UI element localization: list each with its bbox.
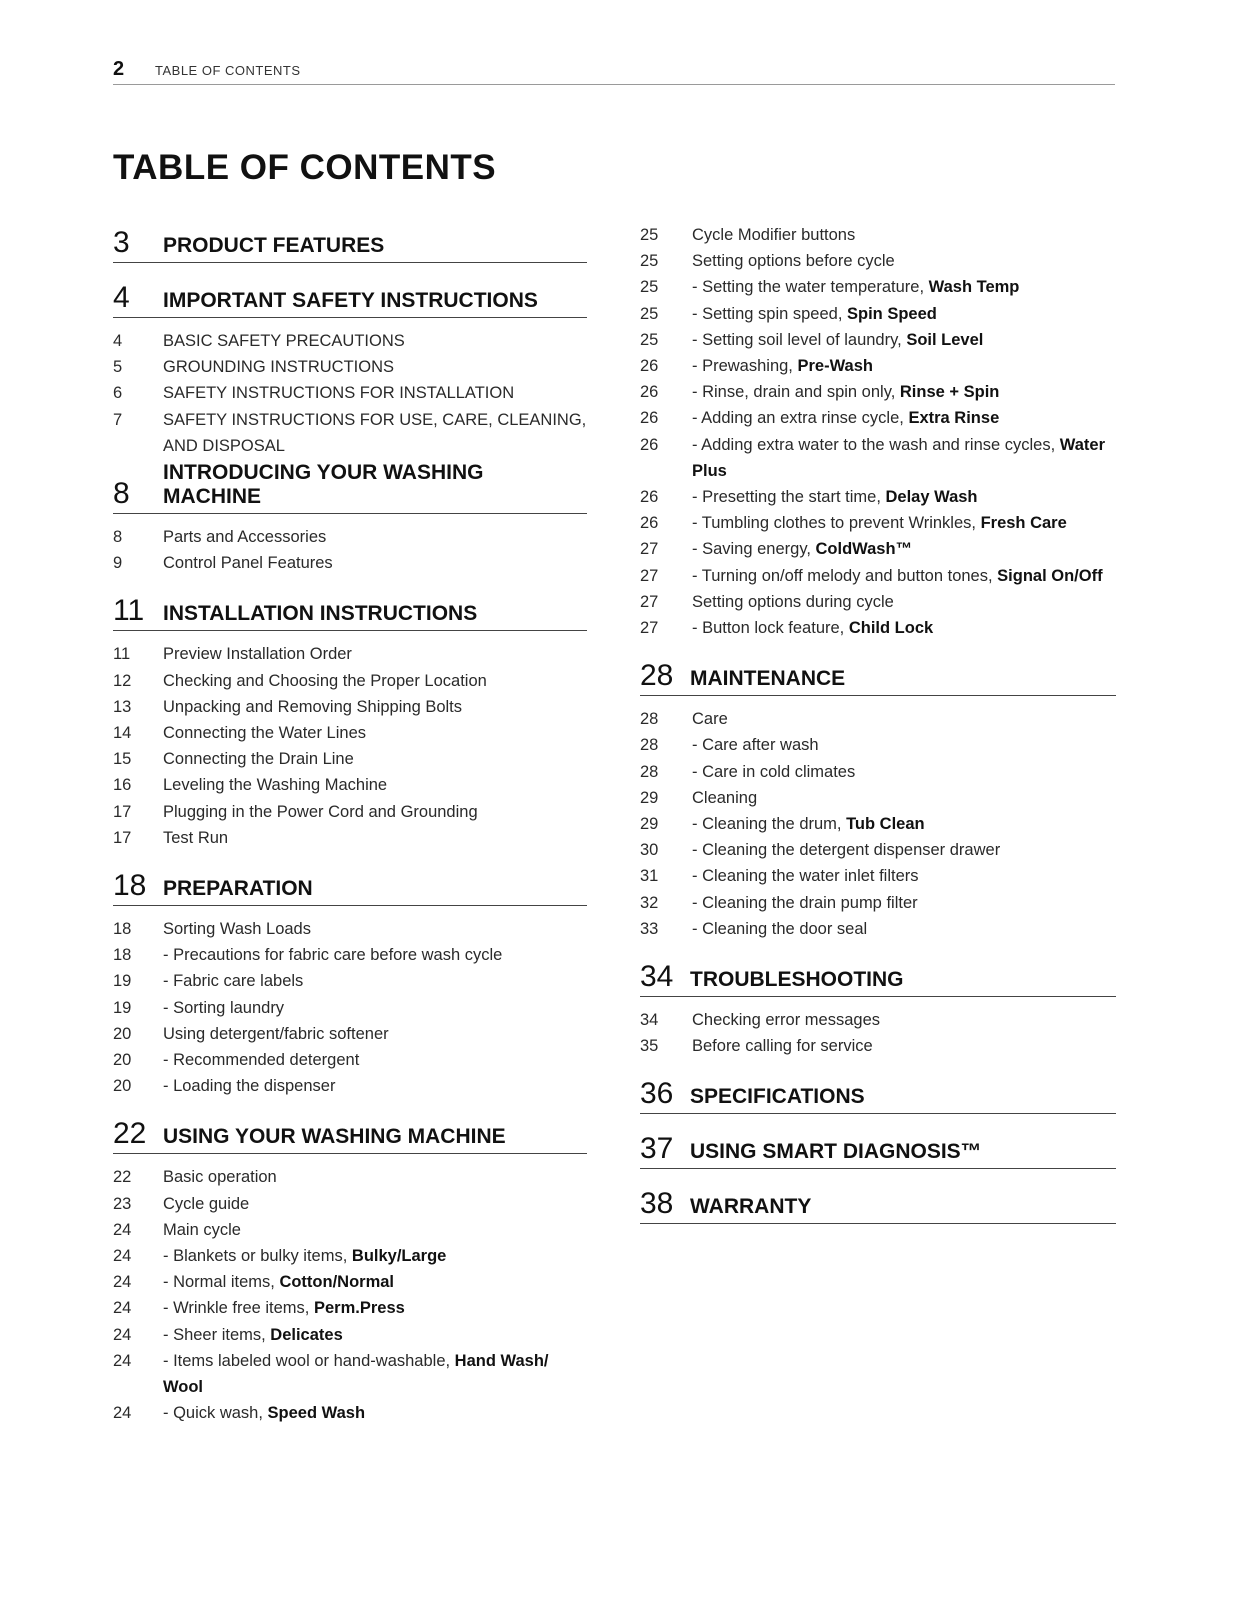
entry-bold-label: Speed Wash (267, 1404, 366, 1423)
entry-text (113, 772, 587, 798)
toc-entry[interactable] (113, 641, 587, 667)
entry-label: Cycle guide (163, 1194, 250, 1213)
entry-label: - Adding an extra rinse cycle, (692, 409, 909, 428)
entry-text (640, 916, 1116, 942)
entry-page-number: 27 (640, 619, 659, 638)
toc-entry[interactable] (640, 863, 1116, 889)
entry-text (640, 589, 1116, 615)
toc-entry[interactable] (113, 1047, 587, 1073)
entry-page-number: 34 (640, 1011, 659, 1030)
section-heading-important-safety-instructions[interactable] (113, 277, 587, 318)
entry-text (640, 563, 1116, 589)
entry-page-number: 8 (113, 528, 123, 547)
entry-text (113, 720, 587, 746)
toc-entry[interactable] (113, 524, 587, 550)
entry-page-number: 27 (640, 540, 659, 559)
entry-text (113, 328, 587, 354)
entry-page-number: 14 (113, 724, 132, 743)
entry-label: Unpacking and Removing Shipping Bolts (163, 697, 463, 716)
toc-entry[interactable] (640, 706, 1116, 732)
entry-page-number: 26 (640, 383, 659, 402)
entry-label: Checking and Choosing the Proper Location (163, 671, 487, 690)
section-page-number: 36 (640, 1077, 674, 1111)
entry-label: - Button lock feature, (692, 619, 849, 638)
entry-text (113, 1191, 587, 1217)
entry-label: - Tumbling clothes to prevent Wrinkles, (692, 514, 981, 533)
entry-text (113, 1217, 587, 1243)
entry-page-number: 20 (113, 1077, 132, 1096)
entry-label: - Sorting laundry (163, 998, 285, 1017)
toc-entry[interactable] (113, 720, 587, 746)
entry-label: - Prewashing, (692, 357, 798, 376)
entry-page-number: 31 (640, 867, 659, 886)
entry-text (640, 510, 1116, 536)
section-title: USING YOUR WASHING MACHINE (163, 1125, 506, 1149)
entry-label: - Setting the water temperature, (692, 278, 929, 297)
entry-label: Control Panel Features (163, 554, 333, 573)
section-heading-using-your-washing-machine[interactable] (113, 1113, 587, 1154)
entry-text (640, 248, 1116, 274)
toc-entry[interactable] (113, 328, 587, 354)
toc-entry[interactable] (640, 785, 1116, 811)
entry-text (113, 354, 587, 380)
entry-page-number: 6 (113, 384, 123, 403)
toc-entry[interactable] (640, 811, 1116, 837)
toc-entry[interactable] (640, 916, 1116, 942)
entry-bold-label: Rinse + Spin (899, 383, 1000, 402)
entry-page-number: 32 (640, 893, 659, 912)
entry-text (113, 916, 587, 942)
section-heading-using-smart-diagnosis[interactable] (640, 1128, 1116, 1169)
toc-entry[interactable] (113, 1322, 587, 1348)
entry-label: Sorting Wash Loads (163, 920, 311, 939)
entry-text (113, 799, 587, 825)
toc-entry[interactable] (640, 274, 1116, 300)
entry-page-number: 19 (113, 972, 132, 991)
entry-page-number: 9 (113, 554, 123, 573)
toc-entry[interactable] (113, 694, 587, 720)
entry-label: - Care in cold climates (692, 762, 856, 781)
toc-entry[interactable] (113, 968, 587, 994)
entry-label: - Cleaning the water inlet filters (692, 867, 919, 886)
entry-text (640, 222, 1116, 248)
entry-page-number: 28 (640, 710, 659, 729)
entry-bold-label: Perm.Press (313, 1299, 405, 1318)
entry-label: - Recommended detergent (163, 1051, 360, 1070)
entry-page-number: 35 (640, 1037, 659, 1056)
entry-page-number: 24 (113, 1273, 132, 1292)
entry-text (113, 1400, 587, 1426)
entry-page-number: 27 (640, 592, 659, 611)
entry-page-number: 20 (113, 1051, 132, 1070)
entry-label: - Fabric care labels (163, 972, 304, 991)
entry-text (640, 536, 1116, 562)
entry-text (113, 942, 587, 968)
entry-page-number: 24 (113, 1404, 132, 1423)
entry-label: - Blankets or bulky items, (163, 1247, 352, 1266)
toc-entry[interactable] (640, 563, 1116, 589)
toc-entry[interactable] (113, 1191, 587, 1217)
entry-page-number: 15 (113, 750, 132, 769)
entry-label: - Items labeled wool or hand-washable, (163, 1351, 455, 1370)
entry-text (113, 1073, 587, 1099)
entry-text (640, 837, 1116, 863)
entry-text (640, 615, 1116, 641)
entry-text (113, 1243, 587, 1269)
entry-page-number: 12 (113, 671, 132, 690)
entry-text (640, 274, 1116, 300)
entry-label: - Quick wash, (163, 1404, 268, 1423)
entry-page-number: 19 (113, 998, 132, 1017)
toc-entry[interactable] (113, 772, 587, 798)
toc-entry[interactable] (113, 1348, 587, 1400)
section-title: SPECIFICATIONS (690, 1085, 865, 1109)
toc-entry[interactable] (113, 1400, 587, 1426)
toc-entry[interactable] (640, 353, 1116, 379)
entry-page-number: 24 (113, 1247, 132, 1266)
entry-text (640, 379, 1116, 405)
section-heading-installation-instructions[interactable] (113, 590, 587, 631)
entry-text (640, 301, 1116, 327)
toc-entry[interactable] (113, 825, 587, 851)
entry-label: SAFETY INSTRUCTIONS FOR INSTALLATION (163, 384, 515, 403)
entry-label: Cycle Modifier buttons (692, 226, 856, 244)
entry-label: Test Run (163, 828, 229, 847)
entry-text (113, 746, 587, 772)
entry-text (640, 405, 1116, 431)
entry-page-number: 24 (113, 1299, 132, 1318)
toc-entry[interactable] (113, 380, 587, 406)
entry-label: Care (692, 710, 728, 729)
entry-text (113, 407, 587, 459)
entry-text (113, 968, 587, 994)
entry-text (640, 327, 1116, 353)
entry-label: - Sheer items, (163, 1325, 271, 1344)
toc-entry[interactable] (113, 1021, 587, 1047)
section-title: PREPARATION (163, 877, 313, 901)
entry-text (640, 706, 1116, 732)
section-title: INSTALLATION INSTRUCTIONS (163, 602, 478, 626)
entry-page-number: 26 (640, 514, 659, 533)
toc-entry[interactable] (113, 746, 587, 772)
entry-page-number: 30 (640, 841, 659, 860)
toc-entry[interactable] (640, 379, 1116, 405)
entry-text (640, 1033, 1116, 1059)
entry-text (113, 1348, 587, 1400)
toc-entry[interactable] (113, 1295, 587, 1321)
toc-entry[interactable] (640, 1033, 1116, 1059)
entry-bold-label: Pre-Wash (797, 357, 873, 376)
entry-page-number: 5 (113, 358, 123, 377)
entry-bold-label: Soil Level (906, 330, 984, 349)
section-heading-maintenance[interactable] (640, 655, 1116, 696)
entry-text (113, 1322, 587, 1348)
entry-page-number: 27 (640, 566, 659, 585)
section-page-number: 18 (113, 869, 147, 903)
section-page-number: 34 (640, 960, 674, 994)
entry-bold-label: ColdWash™ (815, 540, 913, 559)
entry-page-number: 25 (640, 330, 659, 349)
toc-entry[interactable] (640, 536, 1116, 562)
entry-label: - Presetting the start time, (692, 488, 886, 507)
entry-label: Basic operation (163, 1168, 277, 1187)
entry-label: - Cleaning the drain pump filter (692, 893, 918, 912)
entry-text (113, 550, 587, 576)
toc-column-right (640, 222, 1116, 1234)
toc-entry[interactable] (113, 354, 587, 380)
entry-text (113, 1021, 587, 1047)
entry-text (113, 380, 587, 406)
toc-column-left (113, 222, 587, 1427)
section-page-number: 37 (640, 1132, 674, 1166)
entry-page-number: 16 (113, 776, 132, 795)
toc-entry[interactable] (640, 510, 1116, 536)
toc-entry[interactable] (640, 837, 1116, 863)
entry-text (640, 863, 1116, 889)
toc-entry[interactable] (113, 1269, 587, 1295)
toc-entry[interactable] (640, 301, 1116, 327)
toc-entry[interactable] (113, 942, 587, 968)
entry-label: Parts and Accessories (163, 528, 327, 547)
section-heading-specifications[interactable] (640, 1073, 1116, 1114)
section-heading-preparation[interactable] (113, 865, 587, 906)
entry-text (640, 890, 1116, 916)
entry-bold-label: Bulky/Large (351, 1247, 447, 1266)
entry-label: - Loading the dispenser (163, 1077, 336, 1096)
section-title: IMPORTANT SAFETY INSTRUCTIONS (163, 289, 538, 312)
entry-label: Checking error messages (692, 1011, 880, 1030)
section-title: PRODUCT FEATURES (163, 234, 385, 257)
entry-bold-label: Spin Speed (847, 304, 937, 323)
entry-text (640, 759, 1116, 785)
entry-bold-label: Extra Rinse (908, 409, 1000, 428)
section-title: TROUBLESHOOTING (690, 968, 904, 992)
toc-entry[interactable] (640, 222, 1116, 248)
toc-entry[interactable] (113, 668, 587, 694)
entry-page-number: 33 (640, 919, 659, 938)
toc-entry[interactable] (113, 550, 587, 576)
toc-entry[interactable] (113, 1164, 587, 1190)
entry-label: Using detergent/fabric softener (163, 1024, 389, 1043)
entry-text (640, 732, 1116, 758)
entry-label: - Turning on/off melody and button tones, (692, 566, 998, 585)
entry-page-number: 28 (640, 736, 659, 755)
toc-entry[interactable] (640, 484, 1116, 510)
entry-label: - Rinse, drain and spin only, (692, 383, 900, 402)
toc-entry[interactable] (640, 405, 1116, 431)
entry-bold-label: Child Lock (848, 619, 934, 638)
entry-label: Plugging in the Power Cord and Grounding (163, 802, 478, 821)
entry-label: - Setting soil level of laundry, (692, 330, 907, 349)
entry-bold-label: Delay Wash (885, 488, 978, 507)
entry-text (113, 524, 587, 550)
running-title: TABLE OF CONTENTS (155, 63, 301, 78)
toc-entry[interactable] (113, 916, 587, 942)
page-number: 2 (113, 58, 125, 80)
entry-page-number: 28 (640, 762, 659, 781)
entry-page-number: 24 (113, 1220, 132, 1239)
entry-page-number: 7 (113, 410, 123, 429)
entry-label: Cleaning (692, 788, 758, 807)
section-heading-introducing-your-washing-machine[interactable] (113, 461, 587, 514)
toc-entry[interactable] (113, 407, 587, 459)
entry-bold-label: Cotton/Normal (279, 1273, 395, 1292)
entry-label: - Precautions for fabric care before wash cycle (163, 946, 503, 965)
toc-entry[interactable] (113, 1217, 587, 1243)
entry-label: BASIC SAFETY PRECAUTIONS (163, 332, 405, 350)
section-page-number: 38 (640, 1187, 674, 1221)
entry-text (640, 432, 1116, 484)
section-heading-troubleshooting[interactable] (640, 956, 1116, 997)
toc-entry[interactable] (640, 615, 1116, 641)
section-title: INTRODUCING YOUR WASHING MACHINE (163, 461, 484, 509)
entry-page-number: 26 (640, 435, 659, 454)
section-page-number: 28 (640, 659, 674, 693)
entry-label: Preview Installation Order (163, 645, 352, 664)
entry-label: Before calling for service (692, 1037, 873, 1056)
running-header (113, 58, 1115, 85)
entry-label: Connecting the Drain Line (163, 750, 354, 769)
entry-page-number: 11 (113, 645, 131, 664)
toc-entry[interactable] (640, 1007, 1116, 1033)
entry-label: SAFETY INSTRUCTIONS FOR USE, CARE, CLEANING, AND DISPOSAL (163, 410, 587, 455)
entry-bold-label: Tub Clean (846, 815, 925, 834)
entry-page-number: 20 (113, 1024, 132, 1043)
entry-label: - Saving energy, (692, 540, 816, 559)
entry-page-number: 25 (640, 252, 659, 271)
entry-bold-label: Delicates (270, 1325, 343, 1344)
entry-text (640, 785, 1116, 811)
entry-page-number: 18 (113, 946, 132, 965)
entry-text (113, 825, 587, 851)
section-page-number: 22 (113, 1117, 147, 1151)
entry-page-number: 23 (113, 1194, 132, 1213)
entry-label: Connecting the Water Lines (163, 724, 367, 743)
entry-page-number: 29 (640, 788, 659, 807)
entry-bold-label: Water Plus (692, 435, 1106, 480)
entry-page-number: 25 (640, 278, 659, 297)
entry-label: - Cleaning the drum, (692, 815, 847, 834)
section-page-number: 4 (113, 281, 130, 314)
document-title: TABLE OF CONTENTS (113, 148, 497, 187)
entry-text (640, 484, 1116, 510)
section-page-number: 8 (113, 477, 130, 511)
entry-page-number: 25 (640, 304, 659, 323)
entry-text (113, 641, 587, 667)
entry-label: - Adding extra water to the wash and rinse cycles, (692, 435, 1060, 454)
entry-text (113, 694, 587, 720)
entry-page-number: 4 (113, 332, 123, 350)
entry-label: Setting options before cycle (692, 252, 895, 271)
entry-page-number: 17 (113, 802, 132, 821)
entry-text (113, 1295, 587, 1321)
toc-entry[interactable] (640, 759, 1116, 785)
section-heading-warranty[interactable] (640, 1183, 1116, 1224)
entry-label: GROUNDING INSTRUCTIONS (163, 358, 394, 377)
entry-bold-label: Wash Temp (928, 278, 1020, 297)
entry-label: - Normal items, (163, 1273, 280, 1292)
entry-page-number: 26 (640, 409, 659, 428)
entry-bold-label: Signal On/Off (997, 566, 1103, 585)
toc-entry[interactable] (113, 1073, 587, 1099)
entry-page-number: 24 (113, 1325, 132, 1344)
entry-label: - Wrinkle free items, (163, 1299, 314, 1318)
toc-entry[interactable] (640, 732, 1116, 758)
section-title: WARRANTY (690, 1195, 812, 1219)
toc-entry[interactable] (640, 589, 1116, 615)
section-title: USING SMART DIAGNOSIS™ (690, 1140, 982, 1164)
section-page-number: 11 (113, 594, 145, 628)
entry-page-number: 17 (113, 828, 132, 847)
entry-page-number: 26 (640, 357, 659, 376)
section-page-number: 3 (113, 226, 130, 259)
toc-entry[interactable] (640, 248, 1116, 274)
entry-text (113, 995, 587, 1021)
entry-text (640, 1007, 1116, 1033)
entry-label: - Cleaning the detergent dispenser drawer (692, 841, 1001, 860)
entry-text (640, 811, 1116, 837)
entry-label: Main cycle (163, 1220, 241, 1239)
entry-text (113, 1047, 587, 1073)
entry-page-number: 18 (113, 920, 132, 939)
toc-entry[interactable] (113, 995, 587, 1021)
entry-bold-label: Hand Wash/ Wool (163, 1351, 549, 1397)
toc-entry[interactable] (640, 890, 1116, 916)
entry-page-number: 26 (640, 488, 659, 507)
entry-page-number: 29 (640, 815, 659, 834)
section-heading-product-features[interactable] (113, 222, 587, 263)
toc-entry[interactable] (113, 799, 587, 825)
entry-page-number: 13 (113, 697, 132, 716)
entry-bold-label: Fresh Care (980, 514, 1067, 533)
section-title: MAINTENANCE (690, 667, 846, 691)
toc-entry[interactable] (113, 1243, 587, 1269)
entry-text (113, 1164, 587, 1190)
entry-page-number: 25 (640, 226, 659, 244)
entry-label: - Cleaning the door seal (692, 919, 868, 938)
entry-page-number: 22 (113, 1168, 132, 1187)
entry-text (113, 668, 587, 694)
entry-page-number: 24 (113, 1351, 132, 1370)
toc-entry[interactable] (640, 327, 1116, 353)
entry-label: - Care after wash (692, 736, 819, 755)
entry-text (113, 1269, 587, 1295)
entry-text (640, 353, 1116, 379)
entry-label: Setting options during cycle (692, 592, 894, 611)
toc-entry[interactable] (640, 432, 1116, 484)
entry-label: - Setting spin speed, (692, 304, 848, 323)
entry-label: Leveling the Washing Machine (163, 776, 388, 795)
